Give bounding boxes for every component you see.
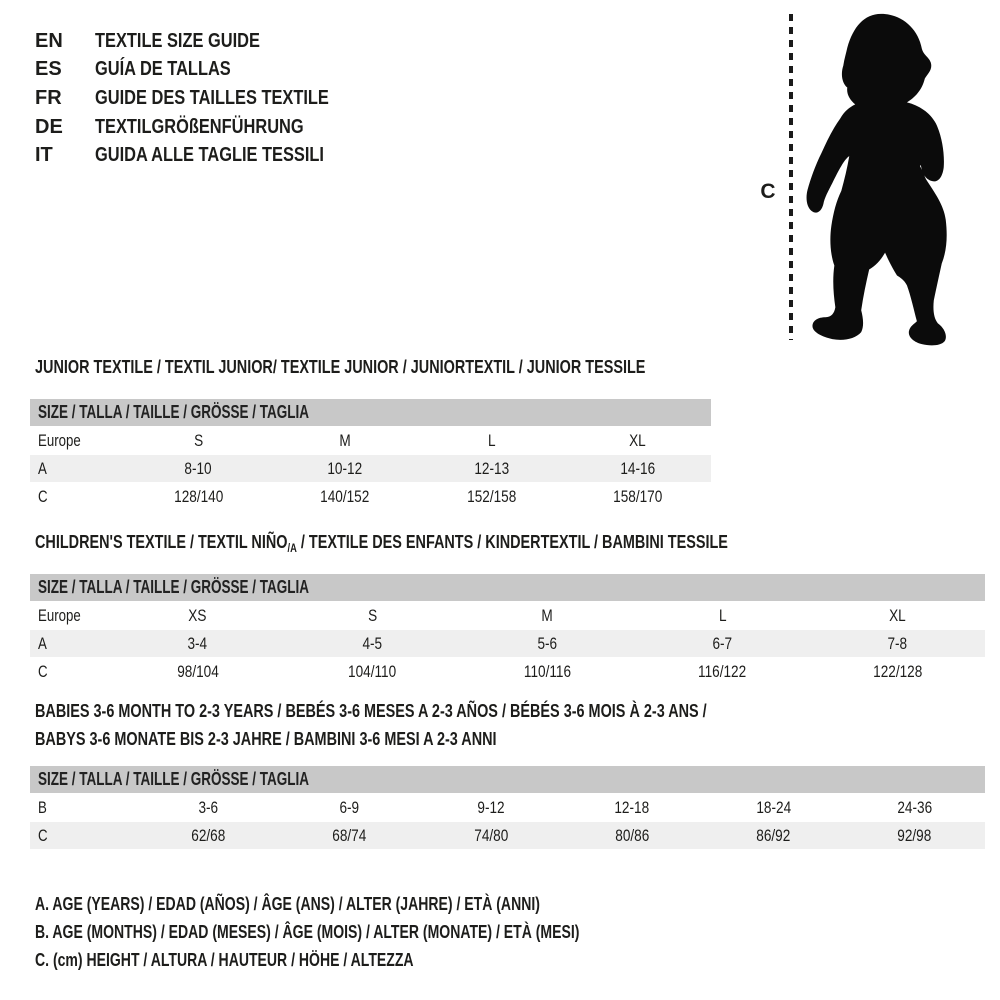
- language-title-list: [35, 27, 380, 170]
- language-code: EN: [35, 29, 63, 52]
- table-cell: 10-12: [327, 458, 363, 478]
- table-cell: 158/170: [613, 486, 663, 506]
- table-row-europe: [30, 602, 985, 629]
- footnote-b: B. AGE (MONTHS) / EDAD (MESES) / ÂGE (MOIS) / ALTER (MONATE) / ETÀ (MESI): [35, 921, 580, 942]
- section-title-junior: JUNIOR TEXTILE / TEXTIL JUNIOR/ TEXTILE JUNIOR / JUNIORTEXTIL / JUNIOR TESSILE: [35, 356, 646, 377]
- gender-suffix: /A: [287, 541, 297, 555]
- table-cell: 140/152: [320, 486, 370, 506]
- table-cell: XL: [889, 605, 906, 625]
- language-title: GUIDE DES TAILLES TEXTILE: [95, 86, 329, 109]
- language-row: [35, 27, 380, 56]
- table-cell: 62/68: [191, 825, 226, 845]
- table-row-c: [30, 483, 711, 510]
- table-cell: 128/140: [173, 486, 223, 506]
- table-size-header: SIZE / TALLA / TAILLE / GRÖSSE / TAGLIA: [30, 574, 985, 601]
- table-row-a: [30, 630, 985, 657]
- row-label: Europe: [38, 605, 81, 625]
- language-title: TEXTILE SIZE GUIDE: [95, 29, 260, 52]
- table-cell: XL: [629, 430, 647, 450]
- table-cell: 18-24: [755, 797, 791, 817]
- row-label: A: [38, 633, 47, 653]
- table-row-a: [30, 455, 711, 482]
- section-title-babies-line1: BABIES 3-6 MONTH TO 2-3 YEARS / BEBÉS 3-6 MESES A 2-3 AÑOS / BÉBÉS 3-6 MOIS À 2-3 ANS /: [35, 700, 707, 721]
- table-cell: 122/128: [872, 661, 923, 681]
- table-cell: 104/110: [348, 661, 397, 681]
- babies-size-table: [30, 766, 985, 850]
- footnote-a: A. AGE (YEARS) / EDAD (AÑOS) / ÂGE (ANS) / ALTER (JAHRE) / ETÀ (ANNI): [35, 893, 540, 914]
- table-cell: M: [339, 430, 351, 450]
- footnote-list: [35, 890, 733, 974]
- language-row: [35, 84, 380, 113]
- row-label: C: [38, 486, 48, 506]
- table-cell: 3-4: [187, 633, 208, 653]
- table-row-europe: [30, 427, 711, 454]
- language-title: GUÍA DE TALLAS: [95, 58, 231, 81]
- table-size-header: SIZE / TALLA / TAILLE / GRÖSSE / TAGLIA: [30, 766, 985, 793]
- table-cell: L: [487, 430, 496, 450]
- language-code: FR: [35, 86, 62, 109]
- language-row: [35, 141, 380, 170]
- table-cell: 14-16: [620, 458, 656, 478]
- section-title-babies-line2: BABYS 3-6 MONATE BIS 2-3 JAHRE / BAMBINI 3-6 MESI A 2-3 ANNI: [35, 728, 497, 749]
- row-label: Europe: [38, 430, 81, 450]
- table-cell: 12-18: [614, 797, 650, 817]
- language-title: GUIDA ALLE TAGLIE TESSILI: [95, 144, 324, 167]
- height-measure-label: C: [760, 180, 776, 203]
- language-code: IT: [35, 144, 53, 167]
- table-cell: 68/74: [332, 825, 367, 845]
- baby-silhouette-icon: [795, 0, 1000, 358]
- table-cell: 116/122: [698, 661, 747, 681]
- table-cell: 6-7: [712, 633, 733, 653]
- table-cell: 6-9: [339, 797, 360, 817]
- row-label: A: [38, 458, 47, 478]
- row-label: B: [38, 797, 47, 817]
- height-measure-dotted-line: [789, 14, 793, 340]
- table-row-b: [30, 794, 985, 821]
- table-cell: 98/104: [176, 661, 219, 681]
- language-row: [35, 113, 380, 142]
- language-code: ES: [35, 58, 62, 81]
- table-cell: L: [718, 605, 727, 625]
- table-cell: 9-12: [477, 797, 505, 817]
- table-cell: 92/98: [897, 825, 932, 845]
- table-cell: S: [367, 605, 378, 625]
- table-cell: 12-13: [473, 458, 509, 478]
- language-code: DE: [35, 115, 63, 138]
- table-cell: 86/92: [756, 825, 791, 845]
- table-cell: S: [193, 430, 203, 450]
- children-size-table: [30, 574, 985, 686]
- section-title-children: CHILDREN'S TEXTILE / TEXTIL $NIÑO_{/A}$ / TEXTILE DES ENFANTS / KINDERTEXTIL / BAMBINI TESSILE: [35, 531, 728, 555]
- junior-size-table: [30, 399, 711, 511]
- language-title: TEXTILGRÖßENFÜHRUNG: [95, 115, 304, 138]
- table-cell: XS: [188, 605, 207, 625]
- table-cell: 152/158: [466, 486, 516, 506]
- table-cell: 74/80: [473, 825, 508, 845]
- table-cell: 7-8: [887, 633, 908, 653]
- row-label: C: [38, 825, 48, 845]
- table-cell: 5-6: [537, 633, 558, 653]
- table-cell: 3-6: [198, 797, 219, 817]
- row-label: C: [38, 661, 48, 681]
- language-row: [35, 56, 380, 85]
- table-row-c: [30, 658, 985, 685]
- table-cell: 110/116: [523, 661, 572, 681]
- table-size-header: SIZE / TALLA / TAILLE / GRÖSSE / TAGLIA: [30, 399, 711, 426]
- table-cell: 80/86: [615, 825, 650, 845]
- table-row-c: [30, 822, 985, 849]
- footnote-c: C. (cm) HEIGHT / ALTURA / HAUTEUR / HÖHE / ALTEZZA: [35, 949, 414, 970]
- table-cell: 24-36: [897, 797, 932, 817]
- table-cell: M: [541, 605, 554, 625]
- table-cell: 4-5: [362, 633, 383, 653]
- table-cell: 8-10: [184, 458, 212, 478]
